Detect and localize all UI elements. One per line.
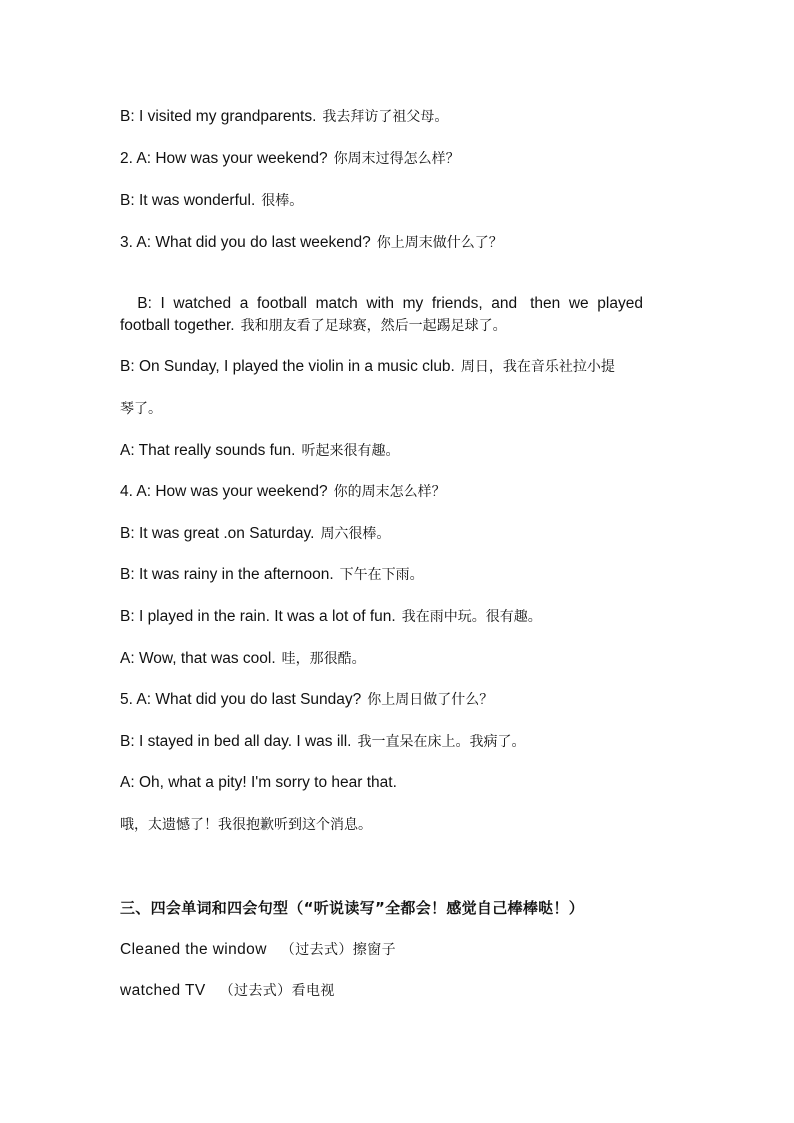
english-text: B: On Sunday, I played the violin in a music club. [120, 358, 455, 375]
section-heading: 三、四会单词和四会句型（“听说读写”全都会！感觉自己棒棒哒！） [120, 899, 585, 917]
english-text: 2. A: How was your weekend? [120, 150, 328, 167]
vocab-english: Cleaned the window [120, 941, 267, 958]
dialogue-line [120, 732, 676, 752]
chinese-translation: 你上周末做什么了？ [376, 235, 503, 251]
chinese-translation: 很棒。 [261, 193, 304, 209]
dialogue-line [120, 649, 676, 669]
vocab-chinese: （过去式）擦窗子 [280, 942, 396, 958]
dialogue-line [120, 357, 676, 377]
dialogue-line-continuation [120, 815, 676, 835]
dialogue-line [120, 233, 676, 253]
chinese-translation: 下午在下雨。 [339, 567, 424, 583]
dialogue-line [120, 107, 676, 127]
dialogue-line [120, 149, 676, 169]
english-text: 5. A: What did you do last Sunday? [120, 691, 362, 708]
vocab-chinese: （过去式）看电视 [219, 983, 335, 999]
english-text: B: It was great .on Saturday. [120, 525, 315, 542]
vocab-item [120, 940, 676, 960]
english-text: B: I played in the rain. It was a lot of fun. [120, 608, 396, 625]
dialogue-line [120, 441, 676, 461]
dialogue-line [120, 690, 676, 710]
dialogue-line [120, 524, 676, 544]
chinese-translation: 听起来很有趣。 [301, 443, 400, 459]
dialogue-line [120, 565, 676, 585]
vocab-item [120, 981, 676, 1001]
english-text: A: That really sounds fun. [120, 442, 296, 459]
chinese-translation: 你上周日做了什么？ [367, 692, 494, 708]
english-text: 4. A: How was your weekend? [120, 483, 328, 500]
dialogue-line [120, 773, 676, 793]
chinese-translation: 哇，那很酷。 [281, 651, 366, 667]
dialogue-line [120, 607, 676, 627]
english-text: A: Wow, that was cool. [120, 650, 276, 667]
dialogue-line [120, 482, 676, 502]
dialogue-line [120, 191, 676, 211]
english-text: football together. [120, 317, 235, 334]
english-text: A: Oh, what a pity! I'm sorry to hear that. [120, 774, 397, 791]
chinese-translation: 周六很棒。 [320, 526, 391, 542]
chinese-translation: 我和朋友看了足球赛，然后一起踢足球了。 [240, 318, 507, 334]
chinese-translation: 周日，我在音乐社拉小提 [460, 359, 615, 375]
english-text: B: It was wonderful. [120, 192, 256, 209]
chinese-translation: 你的周末怎么样？ [333, 484, 446, 500]
chinese-translation: 哦，太遗憾了！我很抱歉听到这个消息。 [120, 817, 372, 833]
dialogue-line-continuation [120, 399, 676, 419]
english-text: B: I stayed in bed all day. I was ill. [120, 733, 352, 750]
chinese-translation: 你周末过得怎么样？ [333, 151, 460, 167]
chinese-translation: 我一直呆在床上。我病了。 [357, 734, 526, 750]
dialogue-line [120, 316, 676, 336]
chinese-translation: 我去拜访了祖父母。 [322, 109, 449, 125]
chinese-translation: 我在雨中玩。很有趣。 [401, 609, 542, 625]
english-text: B: It was rainy in the afternoon. [120, 566, 334, 583]
chinese-translation: 琴了。 [120, 401, 162, 417]
english-text: B: I visited my grandparents. [120, 108, 317, 125]
english-text: 3. A: What did you do last weekend? [120, 234, 371, 251]
english-text: B: I watched a football match with my friends, and then we played [137, 295, 643, 312]
vocab-english: watched TV [120, 982, 206, 999]
